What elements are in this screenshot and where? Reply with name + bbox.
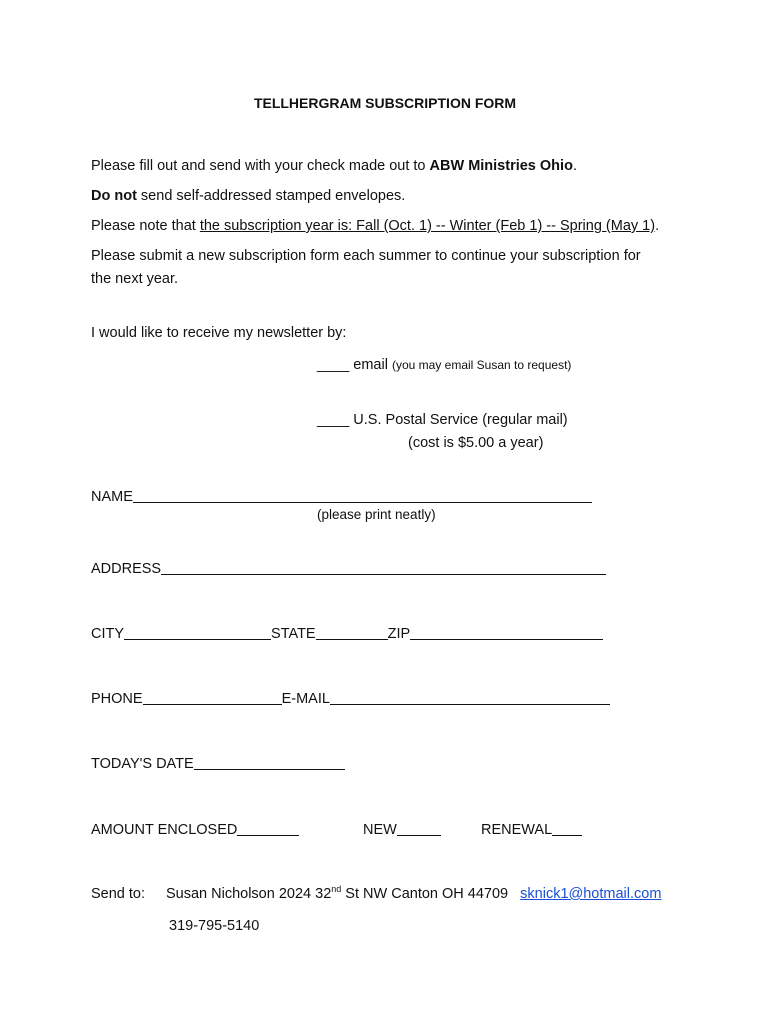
- date-label: TODAY'S DATE: [91, 756, 194, 772]
- city-label: CITY: [91, 626, 125, 642]
- postal-option-label: U.S. Postal Service (regular mail): [349, 412, 568, 428]
- address-line[interactable]: [161, 560, 606, 575]
- city-state-zip-row: [91, 625, 603, 642]
- phone-label: PHONE: [91, 691, 143, 707]
- zip-label: ZIP: [387, 626, 411, 642]
- postal-option[interactable]: [317, 412, 568, 428]
- intro-line-1-suffix: .: [572, 158, 577, 174]
- intro-line-1-prefix: Please fill out and send with your check made out to: [91, 158, 430, 174]
- zip-line[interactable]: [410, 625, 603, 640]
- date-line[interactable]: [194, 755, 345, 770]
- name-note: (please print neatly): [317, 507, 436, 522]
- amount-label: AMOUNT ENCLOSED: [91, 822, 238, 838]
- renewal-line[interactable]: [552, 821, 582, 836]
- form-title: TELLHERGRAM SUBSCRIPTION FORM: [253, 95, 517, 111]
- address-field[interactable]: [91, 560, 606, 577]
- email-option[interactable]: [317, 357, 571, 373]
- postal-cost: (cost is $5.00 a year): [408, 435, 544, 451]
- city-line[interactable]: [124, 625, 271, 640]
- send-to-address: [166, 886, 661, 902]
- do-not-emphasis: Do not: [91, 188, 137, 204]
- email-option-label: email: [349, 357, 392, 373]
- contact-email-link[interactable]: sknick1@hotmail.com: [520, 886, 662, 902]
- state-line[interactable]: [316, 625, 388, 640]
- intro-line-2: [91, 188, 405, 204]
- renewal-label: RENEWAL: [481, 822, 553, 838]
- amount-field[interactable]: [91, 821, 299, 838]
- new-label: NEW: [363, 822, 397, 838]
- new-line[interactable]: [397, 821, 441, 836]
- subscription-year-note: the subscription year is: Fall (Oct. 1) -- Winter (Feb 1) -- Spring (May 1): [199, 218, 656, 234]
- state-label: STATE: [271, 626, 316, 642]
- intro-line-4b: the next year.: [91, 271, 179, 287]
- email-field-label: E-MAIL: [281, 691, 330, 707]
- name-label: NAME: [91, 489, 133, 505]
- intro-line-4a: Please submit a new subscription form each summer to continue your subscription for: [91, 248, 641, 264]
- email-option-note: (you may email Susan to request): [391, 358, 572, 372]
- delivery-prompt: I would like to receive my newsletter by:: [91, 325, 347, 341]
- name-field[interactable]: [91, 488, 592, 505]
- email-option-blank[interactable]: ____: [317, 357, 350, 373]
- address-label: ADDRESS: [91, 561, 162, 577]
- send-to-address-prefix: Susan Nicholson 2024 32: [166, 886, 332, 902]
- send-to-label: Send to:: [91, 886, 146, 902]
- renewal-field[interactable]: [481, 821, 582, 838]
- name-line[interactable]: [133, 488, 592, 503]
- email-line[interactable]: [330, 690, 610, 705]
- new-field[interactable]: [363, 821, 441, 838]
- phone-email-row: [91, 690, 610, 707]
- contact-phone: 319-795-5140: [169, 918, 260, 934]
- send-to-address-suffix: St NW Canton OH 44709: [341, 886, 509, 902]
- intro-line-3-prefix: Please note that: [91, 218, 200, 234]
- phone-line[interactable]: [143, 690, 282, 705]
- intro-line-2-rest: send self-addressed stamped envelopes.: [136, 188, 406, 204]
- amount-line[interactable]: [237, 821, 299, 836]
- intro-line-3: [91, 218, 659, 234]
- payee-name: ABW Ministries Ohio: [429, 158, 573, 174]
- intro-line-1: [91, 158, 577, 174]
- intro-line-3-suffix: .: [655, 218, 660, 234]
- ordinal-suffix: nd: [331, 884, 342, 894]
- date-field[interactable]: [91, 755, 345, 772]
- postal-option-blank[interactable]: ____: [317, 412, 350, 428]
